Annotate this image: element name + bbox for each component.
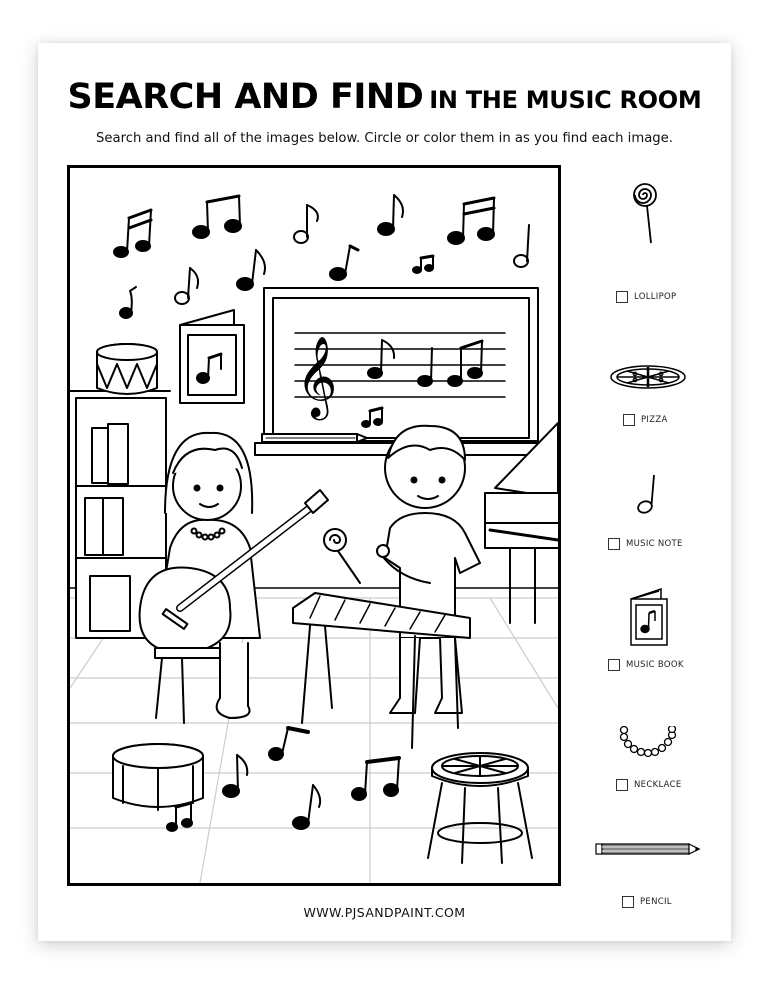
footer-url: WWW.PJSANDPAINT.COM [303, 905, 466, 920]
checkbox-necklace[interactable] [616, 779, 682, 791]
checkbox-label: NECKLACE [634, 780, 682, 790]
pencil-icon [578, 843, 718, 855]
checkbox-square[interactable] [623, 414, 635, 426]
scene-illustration [70, 168, 558, 883]
shelf-drum [97, 344, 157, 394]
floor-grid [70, 598, 558, 883]
title-sub: IN THE MUSIC ROOM [429, 86, 702, 114]
worksheet-page [38, 43, 731, 941]
hidden-pizza [442, 756, 518, 776]
chalkboard [255, 288, 545, 455]
music-note-icon [578, 473, 718, 515]
checkbox-lollipop[interactable] [616, 291, 676, 303]
checklist [578, 173, 718, 907]
instructions: Search and find all of the images below. Circle or color them in as you find each image. [96, 131, 673, 146]
boy-with-xylophone [293, 426, 480, 748]
checkbox-label: MUSIC NOTE [626, 539, 683, 549]
girl-with-guitar [140, 433, 328, 723]
checkbox-square[interactable] [616, 291, 628, 303]
music-book-icon [578, 585, 718, 647]
checkbox-music-note[interactable] [608, 538, 683, 550]
checkbox-pizza[interactable] [623, 414, 668, 426]
checkbox-label: LOLLIPOP [634, 292, 677, 302]
hidden-pencil [262, 434, 367, 442]
title-main: SEARCH AND FIND [67, 77, 424, 117]
pizza-stool [428, 753, 532, 863]
page-title [38, 77, 731, 117]
lollipop-icon [578, 181, 718, 245]
checkbox-square[interactable] [608, 538, 620, 550]
checkbox-label: PIZZA [641, 415, 668, 425]
hidden-lollipop [324, 529, 360, 583]
necklace-icon [578, 726, 718, 758]
checkbox-square[interactable] [616, 779, 628, 791]
checkbox-square[interactable] [608, 659, 620, 671]
svg-text:𝄞: 𝄞 [296, 335, 338, 417]
framed-music-book [180, 310, 244, 403]
pizza-icon [578, 364, 718, 390]
floor-drum [113, 744, 203, 810]
checkbox-label: MUSIC BOOK [626, 660, 684, 670]
checkbox-music-book[interactable] [608, 659, 684, 671]
checkbox-label: PENCIL [640, 897, 672, 907]
music-room-scene [67, 165, 561, 886]
